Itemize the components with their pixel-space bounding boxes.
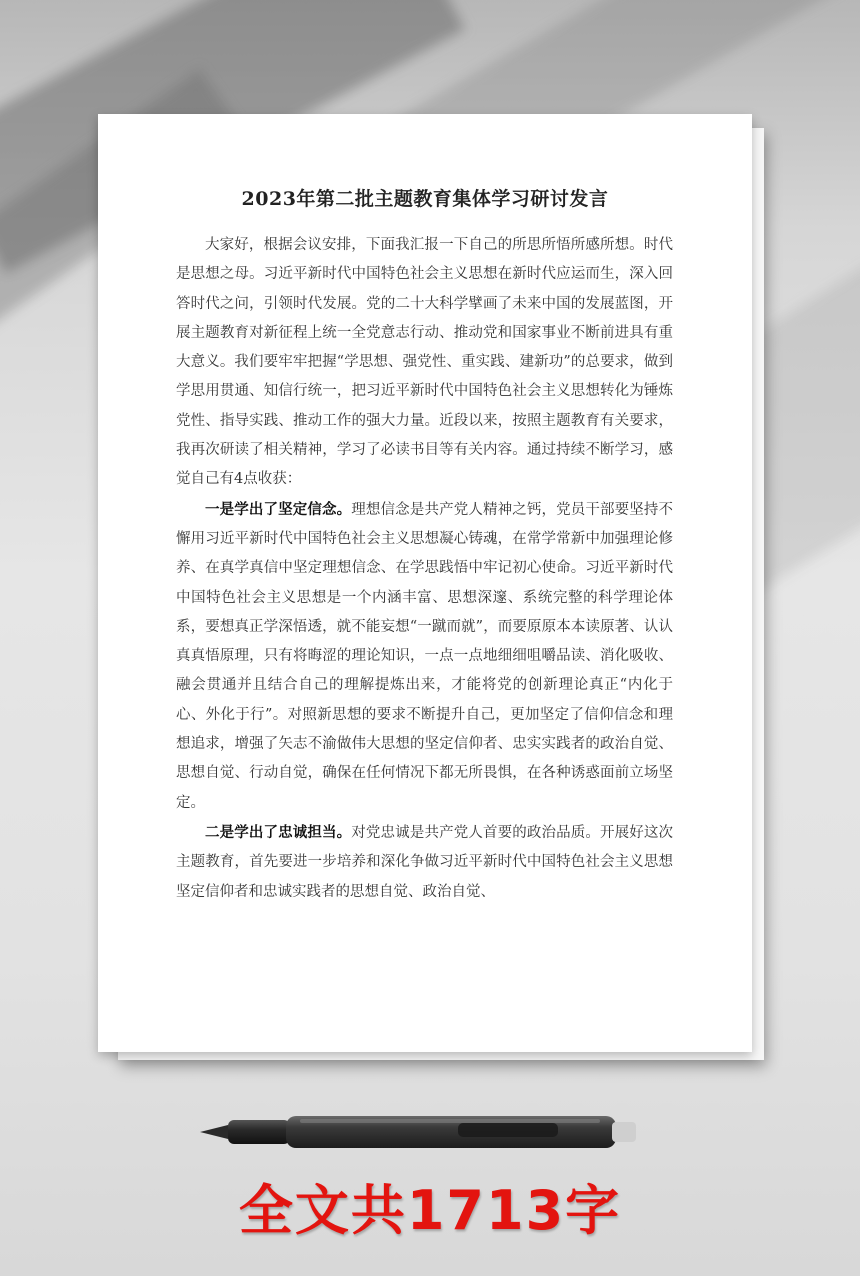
paragraph-text: 理想信念是共产党人精神之钙，党员干部要坚持不懈用习近平新时代中国特色社会主义思想凝心铸魂，在常学常新中加强理论修养、在真学真信中坚定理想信念、在学思践悟中牢记初心使命。习近平新时代中国特色社会主义思想是一个内涵丰富、思想深邃、系统完整的科学理论体系，要想真正学深悟透，就不能妄想“一蹴而就”，而要原原本本读原著、认认真真悟原理，只有将晦涩的理论知识，一点一点地细细咀嚼品读、消化吸收、融会贯通并且结合自己的理解提炼出来，才能将党的创新理论真正“内化于心、外化于行”。对照新思想的要求不断提升自己，更加坚定了信仰信念和理想追求，增强了矢志不渝做伟大思想的坚定信仰者、忠实实践者的政治自觉、思想自觉、行动自觉，确保在任何情况下都无所畏惧，在各种诱惑面前立场坚定。 bbox=[176, 501, 674, 811]
paragraph bbox=[176, 495, 673, 818]
paragraph-lead: 二是学出了忠诚担当。 bbox=[205, 823, 352, 841]
paragraph-lead: 一是学出了坚定信念。 bbox=[205, 500, 352, 518]
ballpoint-pen-icon bbox=[200, 1110, 640, 1154]
word-count-label: 全文共1713字 bbox=[238, 1179, 622, 1242]
paragraph bbox=[176, 818, 673, 907]
paragraph bbox=[176, 230, 673, 495]
document-page bbox=[98, 114, 752, 1052]
document-body bbox=[176, 230, 673, 907]
paragraph-text: 对党忠诚是共产党人首要的政治品质。开展好这次主题教育，首先要进一步培养和深化争做习近平新时代中国特色社会主义思想坚定信仰者和忠诚实践者的思想自觉、政治自觉、 bbox=[176, 824, 674, 900]
paragraph-text: 大家好，根据会议安排，下面我汇报一下自己的所思所悟所感所想。时代是思想之母。习近平新时代中国特色社会主义思想在新时代应运而生，深入回答时代之问，引领时代发展。党的二十大科学擘画了未来中国的发展蓝图，开展主题教育对新征程上统一全党意志行动、推动党和国家事业不断前进具有重大意义。我们要牢牢把握“学思想、强党性、重实践、建新功”的总要求，做到学思用贯通、知信行统一，把习近平新时代中国特色社会主义思想转化为锤炼党性、指导实践、推动工作的强大力量。近段以来，按照主题教育有关要求，我再次研读了相关精神，学习了必读书目等有关内容。通过持续不断学习，感觉自己有4点收获： bbox=[176, 237, 673, 488]
document-title: 2023年第二批主题教育集体学习研讨发言 bbox=[241, 188, 609, 210]
